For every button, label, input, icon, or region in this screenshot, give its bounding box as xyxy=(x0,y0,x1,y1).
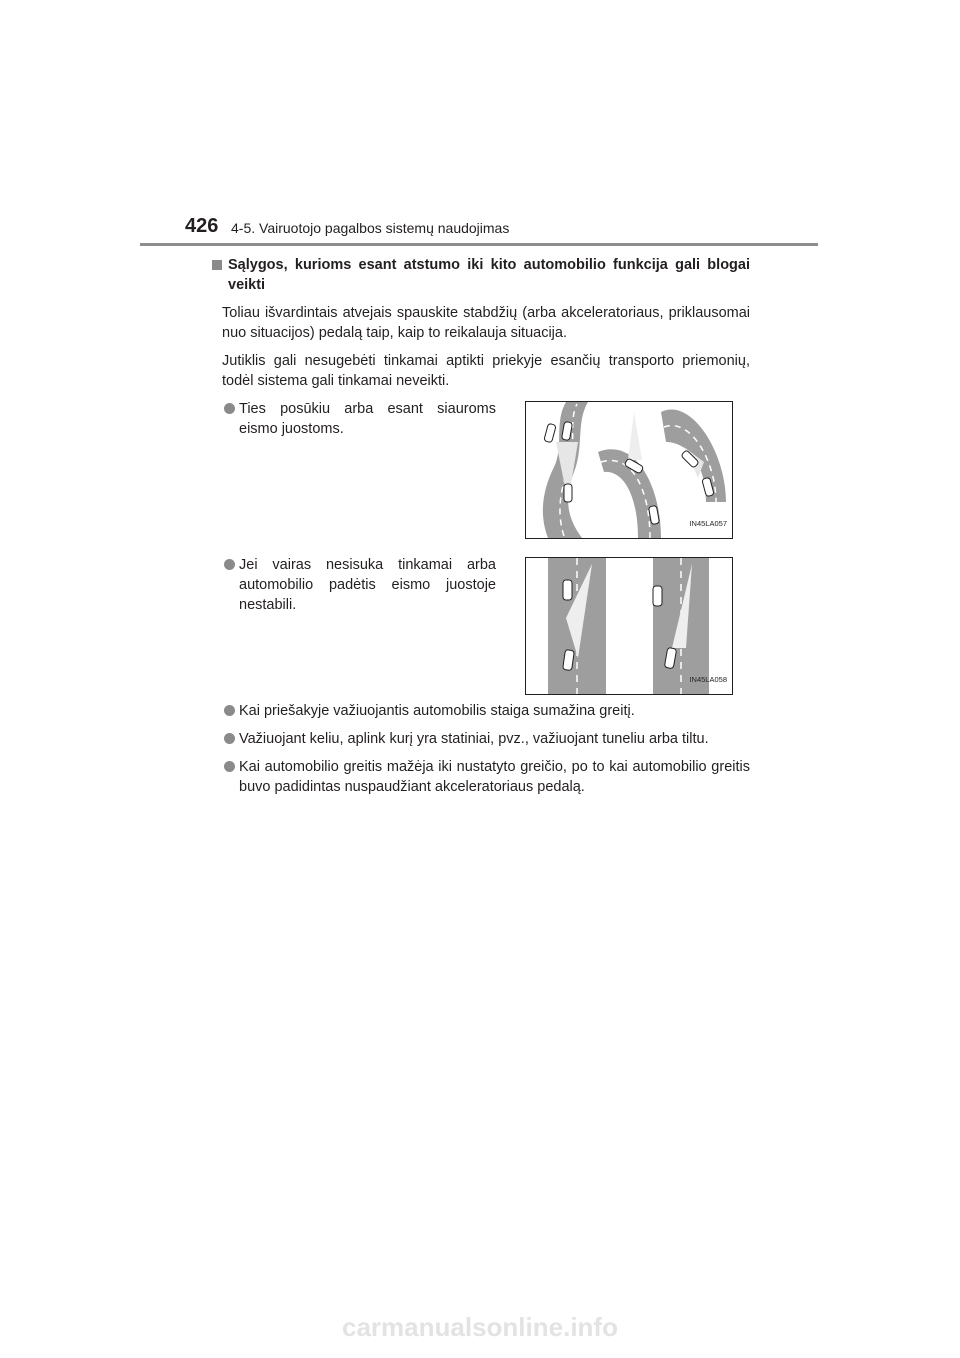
watermark: carmanualsonline.info xyxy=(342,1312,618,1342)
heading-text: Sąlygos, kurioms esant atstumo iki kito automobilio funkcija gali blogai veikti xyxy=(228,257,750,293)
condition-heading xyxy=(210,255,750,295)
round-bullet-icon xyxy=(224,733,235,744)
figure-code: IN45LA058 xyxy=(689,675,727,684)
bullet-item xyxy=(210,555,496,615)
bullet-with-figure xyxy=(210,399,750,547)
page-number: 426 xyxy=(185,215,219,237)
round-bullet-icon xyxy=(224,559,235,570)
curve-illustration xyxy=(525,401,733,539)
bullet-text: Kai automobilio greitis mažėja iki nustatyto greičio, po to kai automobilio greitis buvo padidintas nuspaudžiant akceleratoriaus pedalą. xyxy=(239,759,750,795)
paragraph: Toliau išvardintais atvejais spauskite stabdžių (arba akceleratoriaus, priklausomai nuo situacijos) pedalą taip, kaip to reikalauja situacija. xyxy=(222,305,750,341)
figure-code: IN45LA057 xyxy=(689,519,727,528)
bullet-text: Ties posūkiu arba esant siauroms eismo juostoms. xyxy=(239,401,496,437)
bullet-with-figure xyxy=(210,555,750,707)
section-title: 4-5. Vairuotojo pagalbos sistemų naudojimas xyxy=(231,220,510,236)
paragraph: Jutiklis gali nesugebėti tinkamai aptikti priekyje esančių transporto priemonių, todėl sistema gali tinkamai neveikti. xyxy=(222,353,750,389)
bullet-item xyxy=(210,729,750,749)
content xyxy=(210,255,750,797)
page-header xyxy=(185,215,835,245)
round-bullet-icon xyxy=(224,761,235,772)
header-rule xyxy=(140,243,818,246)
round-bullet-icon xyxy=(224,403,235,414)
bullet-item xyxy=(210,399,496,439)
bullet-text: Važiuojant keliu, aplink kurį yra statiniai, pvz., važiuojant tuneliu arba tiltu. xyxy=(239,731,709,747)
square-bullet-icon xyxy=(212,260,222,270)
bullet-text: Jei vairas nesisuka tinkamai arba automobilio padėtis eismo juostoje nestabili. xyxy=(239,557,496,613)
lane-illustration xyxy=(525,557,733,695)
bullet-text: Kai priešakyje važiuojantis automobilis staiga sumažina greitį. xyxy=(239,703,635,719)
bullet-item xyxy=(210,757,750,797)
